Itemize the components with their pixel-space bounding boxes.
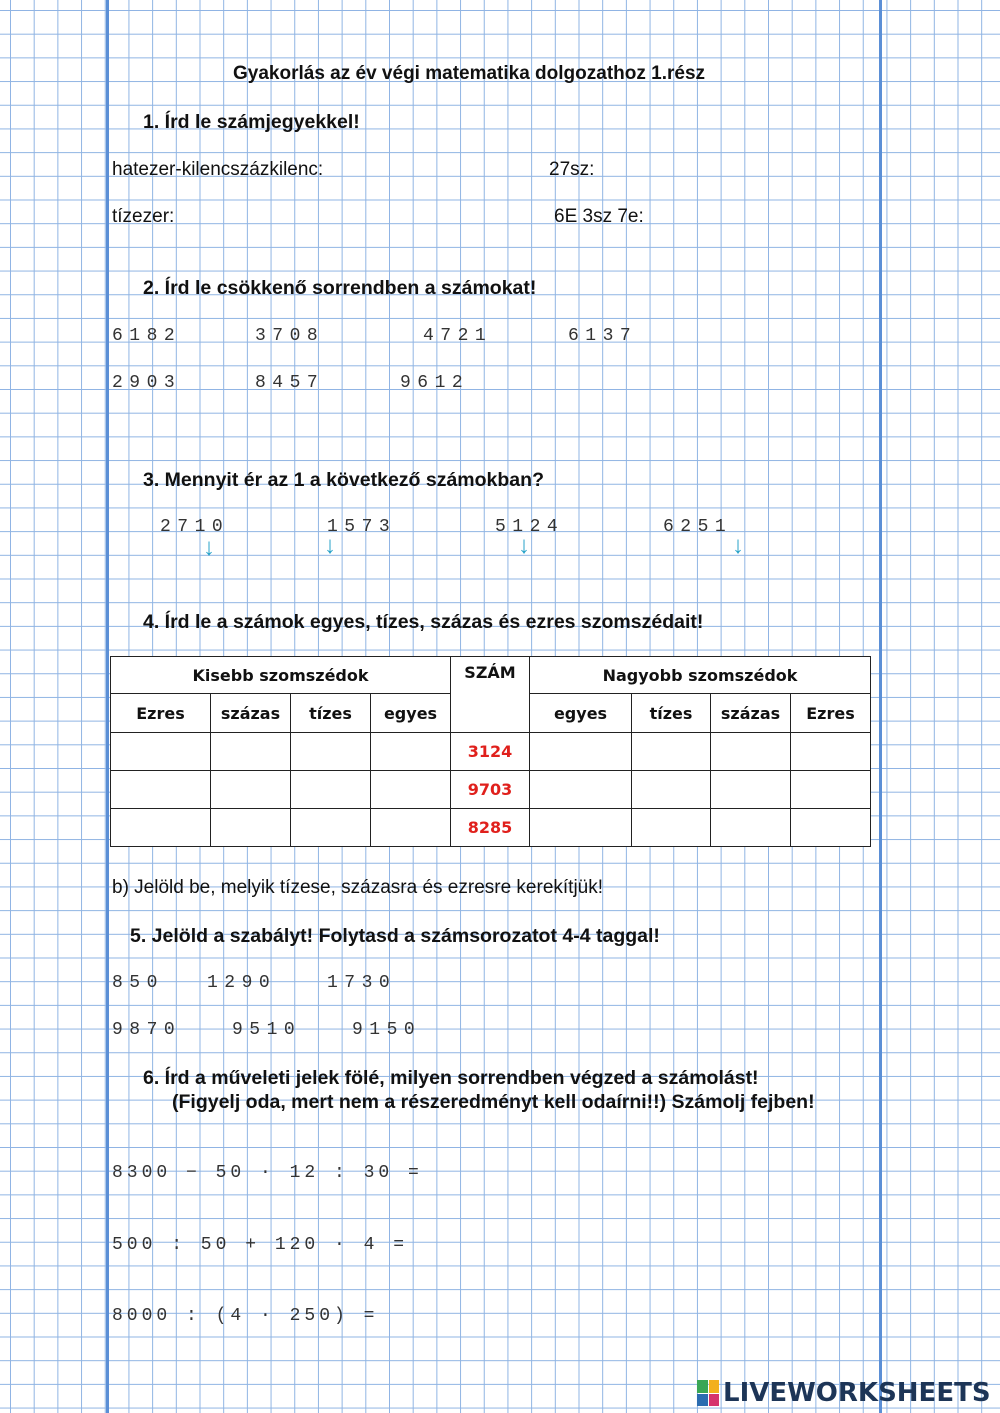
answer-cell[interactable] — [530, 733, 632, 771]
answer-cell[interactable] — [111, 771, 211, 809]
answer-cell[interactable] — [530, 809, 632, 847]
task1-heading: 1. Írd le számjegyekkel! — [143, 111, 360, 133]
column-header: tízes — [632, 694, 711, 733]
answer-cell[interactable] — [632, 809, 711, 847]
task3-number: 1573 — [327, 517, 397, 537]
given-number: 9703 — [451, 771, 530, 809]
task1-item-4: 6E 3sz 7e: — [554, 206, 644, 227]
task2-number: 2903 — [112, 373, 182, 393]
task2-number: 6137 — [568, 326, 638, 346]
answer-cell[interactable] — [291, 733, 371, 771]
answer-cell[interactable] — [111, 733, 211, 771]
task3-number: 2710 — [160, 517, 230, 537]
task6-expression: 8300 − 50 · 12 : 30 = — [112, 1163, 423, 1183]
column-header: százas — [711, 694, 791, 733]
task2-number: 4721 — [423, 326, 493, 346]
task5-number: 9150 — [352, 1020, 422, 1040]
task5-number: 9870 — [112, 1020, 182, 1040]
task5-number: 850 — [112, 973, 164, 993]
answer-cell[interactable] — [711, 733, 791, 771]
task6-expression: 8000 : (4 · 250) = — [112, 1306, 379, 1326]
answer-cell[interactable] — [291, 771, 371, 809]
answer-cell[interactable] — [711, 771, 791, 809]
task6-heading-line2: (Figyelj oda, mert nem a részeredményt kell odaírni!!) Számolj fejben! — [172, 1091, 815, 1113]
liveworksheets-logo-icon — [697, 1380, 719, 1406]
answer-cell[interactable] — [291, 809, 371, 847]
task2-number: 3708 — [255, 326, 325, 346]
task4-part-b: b) Jelöld be, melyik tízese, százasra és ezresre kerekítjük! — [112, 877, 604, 898]
task6-heading-line1: 6. Írd a műveleti jelek fölé, milyen sorrendben végzed a számolást! — [143, 1067, 759, 1089]
answer-cell[interactable] — [632, 733, 711, 771]
column-header: egyes — [530, 694, 632, 733]
smaller-neighbors-header: Kisebb szomszédok — [111, 657, 451, 694]
larger-neighbors-header: Nagyobb szomszédok — [530, 657, 871, 694]
task1-item-2: 27sz: — [549, 159, 595, 180]
task5-number: 1730 — [327, 973, 397, 993]
number-header: SZÁM — [451, 657, 530, 733]
task5-heading: 5. Jelöld a szabályt! Folytasd a számsorozatot 4-4 taggal! — [130, 925, 660, 947]
answer-cell[interactable] — [711, 809, 791, 847]
given-number: 3124 — [451, 733, 530, 771]
task2-number: 6182 — [112, 326, 182, 346]
arrow-down-icon: ↓ — [732, 532, 744, 559]
task5-number: 9510 — [232, 1020, 302, 1040]
column-header: Ezres — [791, 694, 871, 733]
task4-heading: 4. Írd le a számok egyes, tízes, százas és ezres szomszédait! — [143, 611, 704, 633]
answer-cell[interactable] — [371, 771, 451, 809]
arrow-down-icon: ↓ — [324, 532, 336, 559]
task6-expression: 500 : 50 + 120 · 4 = — [112, 1235, 409, 1255]
arrow-down-icon: ↓ — [518, 532, 530, 559]
task2-heading: 2. Írd le csökkenő sorrendben a számokat! — [143, 277, 537, 299]
answer-cell[interactable] — [371, 733, 451, 771]
column-header: százas — [211, 694, 291, 733]
answer-cell[interactable] — [791, 809, 871, 847]
answer-cell[interactable] — [111, 809, 211, 847]
column-header: Ezres — [111, 694, 211, 733]
task3-number: 5124 — [495, 517, 565, 537]
column-header: egyes — [371, 694, 451, 733]
answer-cell[interactable] — [791, 733, 871, 771]
task2-number: 8457 — [255, 373, 325, 393]
answer-cell[interactable] — [211, 771, 291, 809]
page-title: Gyakorlás az év végi matematika dolgozathoz 1.rész — [233, 63, 706, 84]
answer-cell[interactable] — [632, 771, 711, 809]
brand-text: LIVEWORKSHEETS — [723, 1378, 991, 1408]
task3-number: 6251 — [663, 517, 733, 537]
answer-cell[interactable] — [530, 771, 632, 809]
table-row — [111, 733, 871, 771]
table-row — [111, 771, 871, 809]
answer-cell[interactable] — [211, 733, 291, 771]
neighbors-table — [110, 656, 871, 847]
answer-cell[interactable] — [211, 809, 291, 847]
answer-cell[interactable] — [371, 809, 451, 847]
arrow-down-icon: ↓ — [203, 534, 215, 561]
column-header: tízes — [291, 694, 371, 733]
liveworksheets-logo — [697, 1377, 991, 1409]
task2-number: 9612 — [400, 373, 470, 393]
task5-number: 1290 — [207, 973, 277, 993]
table-row — [111, 809, 871, 847]
left-margin-line — [106, 0, 109, 1413]
task1-item-1: hatezer-kilencszázkilenc: — [112, 159, 324, 180]
answer-cell[interactable] — [791, 771, 871, 809]
given-number: 8285 — [451, 809, 530, 847]
task3-heading: 3. Mennyit ér az 1 a következő számokban? — [143, 469, 544, 491]
task1-item-3: tízezer: — [112, 206, 175, 227]
right-margin-line — [879, 0, 882, 1413]
